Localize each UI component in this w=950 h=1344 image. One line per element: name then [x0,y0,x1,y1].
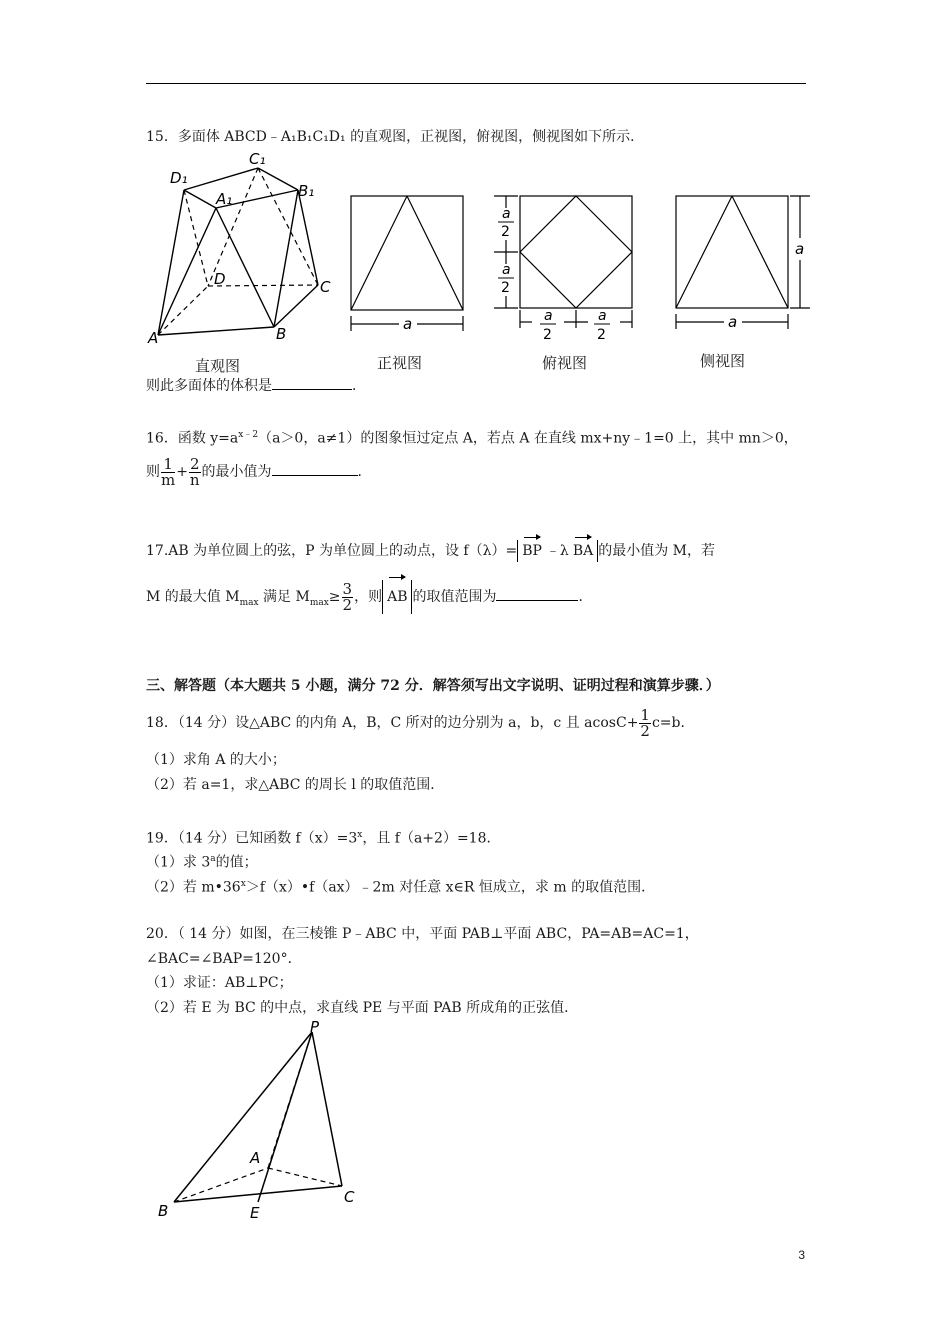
q18-frac-num: 1 [640,705,650,724]
q17-line2 [146,580,592,620]
caption-side: 侧视图 [700,352,746,370]
header-rule [146,83,806,84]
q17-sub-max-1: max [239,597,259,608]
q17-text2-mid2: ，则 [354,589,383,605]
q20-stem-line1: 20．（ 14 分）如图，在三棱锥 P﹣ABC 中，平面 PAB⊥平面 ABC，PA=AB=AC=1， [146,926,699,942]
q15-perspective-figure [146,150,346,350]
q16-plus: + [176,464,188,480]
q17-sub-max-2: max [309,597,329,608]
q16-ze: 则 [146,464,160,480]
caption-perspective: 直观图 [195,357,241,375]
q20-tetrahedron-figure [150,1018,370,1223]
q19-p2-post: ＞f（x）•f（ax）﹣2m 对任意 x∈R 恒成立，求 m 的取值范围． [245,879,656,896]
top-dim-2b: 2 [501,280,510,296]
side-dim-a: a [728,313,738,331]
q17-frac-num: 3 [342,579,353,598]
q16-frac1-den: m [161,470,176,489]
q18-stem [146,705,695,741]
q16-line1 [146,426,798,448]
label-C1: C₁ [249,150,266,168]
q15-ask-text: 则此多面体的体积是 [146,378,272,394]
q16-frac-2-over-n [189,454,201,489]
q16-end: ． [357,464,372,480]
section3-heading: 三、解答题（本大题共 5 小题，满分 72 分．解答须写出文字说明、证明过程和演算步骤．） [146,678,720,694]
q20-part1: （1）求证：AB⊥PC； [146,975,293,991]
q18-frac-half [639,705,651,740]
q19-part1 [146,850,258,872]
q17-vec-ba-text: BA [572,543,594,559]
q17-frac-3-over-2 [342,579,354,614]
q20-label-B: B [158,1202,169,1220]
q17-vec-ab-text: AB [387,589,408,605]
page-number: 3 [798,1248,805,1262]
caption-front: 正视图 [377,354,423,372]
q15-side-view [670,188,815,338]
label-D1: D₁ [170,169,188,187]
top-dim-a4: a [598,308,607,324]
label-D: D [214,270,226,288]
q17-end: ． [578,589,593,605]
q20-label-P: P [310,1018,320,1036]
q16-min-text: 的最小值为 [201,464,272,480]
q19-p2-exp: x [240,879,246,889]
q18-part2: （2）若 a=1，求△ABC 的周长 l 的取值范围． [146,777,445,793]
q15-front-view [345,190,475,340]
q15-ask-end: ． [352,378,366,394]
top-dim-a3: a [544,308,553,324]
q17-text2-pre: M 的最大值 M [146,589,240,605]
label-A: A [148,329,159,347]
q19-stem-post: ，且 f（a+2）=18． [362,830,501,847]
q17-vec-bp [521,540,543,562]
q19-part2 [146,875,655,897]
q18-frac-den: 2 [640,721,650,740]
q17-vec-bp-text: BP [522,543,542,559]
q17-abs-open [517,540,546,562]
top-dim-a2: a [502,262,511,278]
front-dim-a: a [403,315,413,333]
q16-line2 [146,455,372,489]
q20-stem-line2: ∠BAC=∠BAP=120°． [146,951,302,967]
q18-stem-pre: 18．（14 分）设△ABC 的内角 A，B，C 所对的边分别为 a，b，c 且 acosC+ [146,715,639,731]
q15-top-view [488,188,638,350]
q16-text-post: （a＞0，a≠1）的图象恒过定点 A，若点 A 在直线 mx+ny﹣1=0 上，其中 mn＞0， [258,430,798,447]
q17-abs-close [569,540,598,562]
label-C: C [320,278,331,296]
q17-frac-den: 2 [342,595,353,614]
q17-text-pre: 17.AB 为单位圆上的弦，P 为单位圆上的动点，设 f（λ）= [146,543,518,559]
q19-p1-pre: （1）求 3 [146,854,211,871]
caption-top: 俯视图 [542,354,588,372]
q17-minus-lambda: ﹣λ [545,543,569,559]
q17-abs-ab [382,580,412,614]
q19-stem-pre: 19．（14 分）已知函数 f（x）=3 [146,830,358,847]
q17-text-post: 的最小值为 M，若 [598,543,716,559]
q15-answer-blank[interactable] [272,389,352,390]
q16-answer-blank[interactable] [272,475,358,476]
top-dim-2a: 2 [501,224,510,240]
q17-vec-ab [386,580,408,614]
q20-label-C: C [344,1188,355,1206]
top-dim-2d: 2 [597,327,606,343]
q18-stem-post: c=b． [651,715,695,731]
q20-label-A: A [250,1149,261,1167]
q15-ask [146,377,366,395]
q16-frac1-num: 1 [161,457,175,473]
q16-frac2-den: n [189,470,200,489]
q17-vec-ba [572,540,594,562]
top-dim-a1: a [502,206,511,222]
top-dim-2c: 2 [543,327,552,343]
q19-p2-pre: （2）若 m•36 [146,879,241,896]
q20-label-E: E [250,1204,260,1222]
q19-stem-exp: x [357,830,363,840]
q17-geq: ≥ [328,589,341,605]
q16-frac2-num: 2 [189,454,200,473]
q19-p1-exp: a [210,854,216,864]
q19-p1-post: 的值； [215,854,258,871]
q17-line1 [146,540,715,562]
q19-stem [146,826,501,848]
q16-text-pre: 16．函数 y=a [146,430,239,447]
label-B: B [276,325,287,343]
q17-answer-blank[interactable] [496,600,578,601]
q16-exponent: x﹣2 [238,430,259,440]
q18-part1: （1）求角 A 的大小； [146,752,286,768]
q15-stem: 15．多面体 ABCD﹣A₁B₁C₁D₁ 的直观图，正视图，俯视图，侧视图如下所示． [146,129,645,145]
label-A1: A₁ [216,190,233,208]
q17-range-text: 的取值范围为 [412,589,497,605]
q16-frac-1-over-m [161,454,176,489]
q17-text2-mid: 满足 M [258,589,310,605]
label-B1: B₁ [298,182,315,200]
side-dim-a-vertical: a [795,240,805,258]
q20-part2: （2）若 E 为 BC 的中点，求直线 PE 与平面 PAB 所成角的正弦值． [146,1000,579,1016]
